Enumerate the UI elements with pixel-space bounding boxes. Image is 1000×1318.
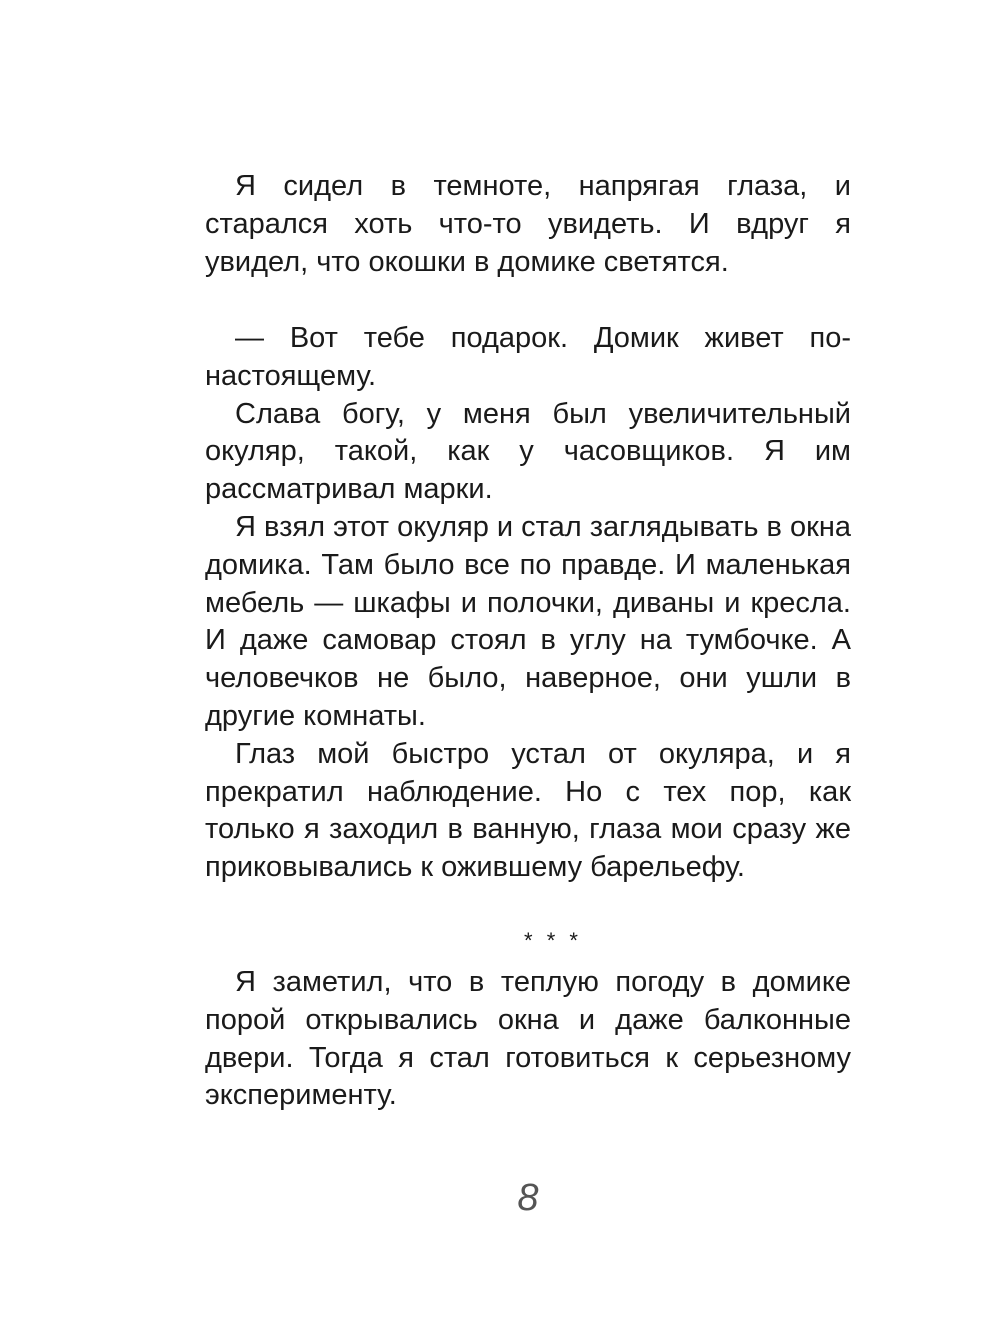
text-block-bottom: [205, 964, 851, 1115]
text-block-middle: [205, 320, 851, 887]
section-separator: * * *: [524, 928, 582, 953]
page-number: 8: [517, 1177, 539, 1219]
paragraph: Я взял этот окуляр и стал заглядывать в окна домика. Там было все по правде. И маленькая мебель — шкафы и полочки, диваны и кресла. И даже самовар стоял в углу на тумбочке. А человечков не было, наверное, они ушли в другие комнаты.: [205, 510, 851, 732]
paragraph: Я сидел в темноте, напрягая глаза, и старался хоть что-то увидеть. И вдруг я увидел, что окошки в домике светятся.: [205, 170, 851, 278]
paragraph: Слава богу, у меня был увеличительный окуляр, такой, как у часовщиков. Я им рассматривал марки.: [205, 397, 851, 506]
paragraph: Я заметил, что в теплую погоду в домике порой открывались окна и даже балконные двери. Тогда я стал готовиться к серьезному эксперименту.: [205, 966, 851, 1112]
paragraph: — Вот тебе подарок. Домик живет по-настоящему.: [205, 322, 851, 392]
text-block-top: [205, 168, 851, 281]
paragraph: Глаз мой быстро устал от окуляра, и я прекратил наблюдение. Но с тех пор, как только я заходил в ванную, глаза мои сразу же приковывались к ожившему барельефу.: [205, 737, 851, 884]
